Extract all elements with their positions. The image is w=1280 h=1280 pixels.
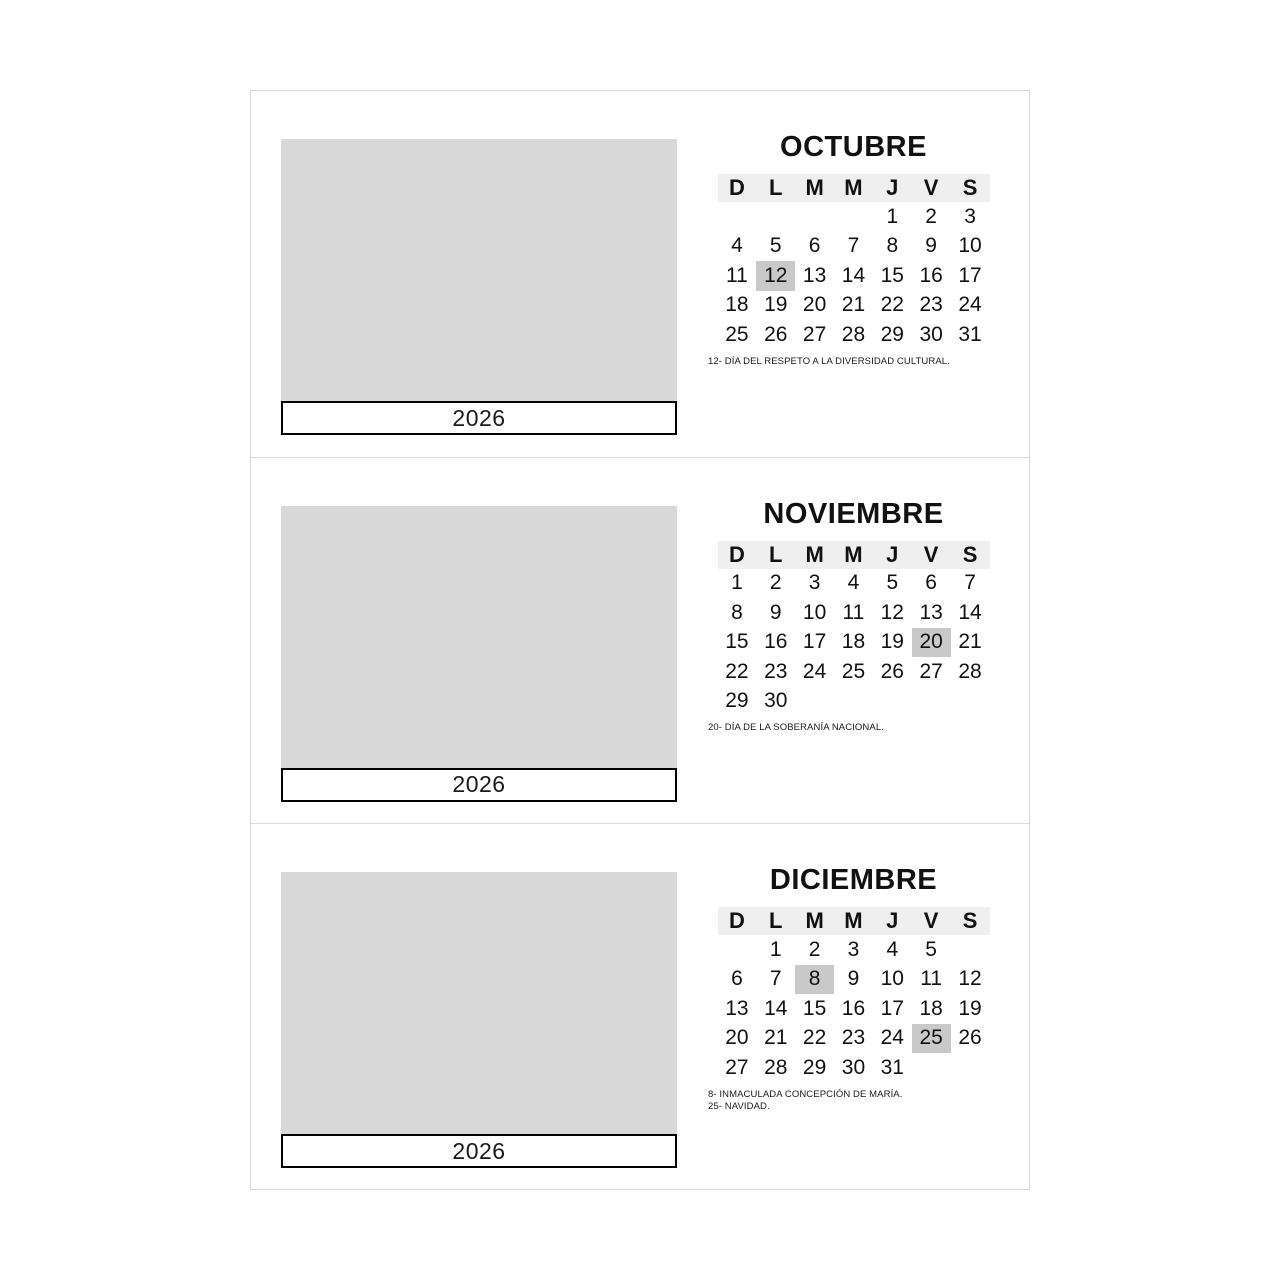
day-cell: 23 [841, 1026, 866, 1050]
weekday-header: S [951, 907, 990, 935]
day-cell: 7 [769, 967, 782, 991]
week-row [718, 1024, 990, 1054]
day-cell: 11 [920, 967, 943, 991]
month-grid [718, 174, 990, 350]
weekday-header-row [718, 541, 990, 569]
year-label: 2026 [452, 1137, 506, 1164]
day-cell: 15 [802, 996, 827, 1020]
weekday-header: M [834, 907, 873, 935]
day-cell: 26 [764, 322, 788, 346]
day-cell: 27 [725, 1055, 749, 1079]
weekday-header: L [756, 541, 795, 569]
day-cell: 3 [964, 204, 976, 228]
day-cell: 14 [764, 996, 788, 1020]
day-cell [873, 687, 912, 717]
day-cell: 11 [726, 263, 748, 287]
day-cell: 2 [769, 571, 782, 595]
day-cell: 19 [958, 996, 982, 1020]
day-cell: 29 [802, 1055, 827, 1079]
week-row [718, 965, 990, 995]
day-cell: 9 [925, 234, 937, 258]
weekday-header: L [756, 907, 795, 935]
day-cell: 15 [880, 263, 904, 287]
day-cell: 24 [880, 1026, 904, 1050]
weekday-header: M [795, 541, 834, 569]
day-cell: 1 [886, 204, 899, 228]
day-cell: 28 [764, 1055, 788, 1079]
day-cell: 19 [880, 630, 904, 654]
holiday-note: 12- DÍA DEL RESPETO A LA DIVERSIDAD CULTURAL. [708, 355, 950, 367]
day-cell: 3 [847, 937, 860, 961]
week-row [718, 291, 990, 321]
weekday-header: L [756, 174, 795, 202]
day-cell [912, 687, 951, 717]
weekday-header: D [718, 541, 757, 569]
day-cell: 6 [925, 571, 937, 595]
day-cell-holiday: 8 [795, 965, 834, 995]
day-cell: 21 [764, 1026, 788, 1050]
holiday-notes [708, 722, 1001, 734]
day-cell: 29 [880, 322, 904, 346]
month-panel-octubre [251, 91, 1029, 458]
day-cell: 27 [919, 659, 943, 683]
day-cell: 4 [886, 937, 899, 961]
day-cell [718, 202, 757, 232]
weekday-header: J [873, 907, 912, 935]
day-cell: 24 [802, 659, 827, 683]
day-cell: 7 [847, 234, 860, 258]
month-panel-noviembre [251, 458, 1029, 825]
day-cell: 30 [764, 689, 788, 713]
month-grid [718, 907, 990, 1083]
day-cell: 28 [958, 659, 982, 683]
weekday-header-row [718, 174, 990, 202]
day-cell: 9 [769, 600, 782, 624]
weekday-header: M [795, 174, 834, 202]
weekday-header: M [795, 907, 834, 935]
weekday-header: M [834, 174, 873, 202]
holiday-note: 8- INMACULADA CONCEPCIÓN DE MARÍA. [708, 1088, 903, 1100]
day-cell: 18 [919, 996, 943, 1020]
day-cell: 16 [764, 630, 788, 654]
day-cell-holiday: 25 [912, 1024, 951, 1054]
weekday-header-row [718, 907, 990, 935]
day-cell: 7 [964, 571, 976, 595]
day-cell: 8 [886, 234, 899, 258]
day-cell: 14 [958, 600, 982, 624]
weekday-header: J [873, 174, 912, 202]
calendar-block [706, 497, 1001, 734]
day-cell: 26 [958, 1026, 982, 1050]
day-cell: 9 [847, 967, 860, 991]
week-row [718, 1053, 990, 1083]
day-cell: 18 [725, 293, 749, 317]
month-grid [718, 541, 990, 717]
day-cell: 24 [958, 293, 982, 317]
year-label: 2026 [452, 771, 506, 798]
day-cell [834, 202, 873, 232]
week-row [718, 935, 990, 965]
holiday-note: 25- NAVIDAD. [708, 1100, 770, 1112]
weekday-header: V [912, 541, 951, 569]
weekday-header: D [718, 907, 757, 935]
day-cell [951, 935, 990, 965]
calendar-block [706, 866, 1001, 1112]
day-cell: 13 [802, 263, 827, 287]
month-panel-diciembre [251, 824, 1029, 1191]
week-row [718, 657, 990, 687]
year-box [281, 768, 677, 802]
day-cell: 22 [802, 1026, 827, 1050]
weekday-header: J [873, 541, 912, 569]
day-cell [951, 687, 990, 717]
day-cell: 25 [841, 659, 866, 683]
day-cell: 14 [841, 263, 866, 287]
day-cell: 30 [841, 1055, 866, 1079]
day-cell: 12 [958, 967, 982, 991]
day-cell: 6 [808, 234, 821, 258]
year-box [281, 1134, 677, 1168]
day-cell: 5 [886, 571, 899, 595]
day-cell: 29 [725, 689, 749, 713]
photo-placeholder [281, 139, 677, 401]
day-cell [795, 687, 834, 717]
day-cell: 8 [731, 600, 743, 624]
photo-placeholder [281, 872, 677, 1134]
week-row [718, 261, 990, 291]
day-cell [756, 202, 795, 232]
day-cell: 1 [731, 571, 743, 595]
day-cell: 11 [842, 600, 865, 624]
week-row [718, 628, 990, 658]
day-cell: 1 [769, 937, 782, 961]
week-row [718, 232, 990, 262]
day-cell: 21 [841, 293, 866, 317]
calendar-sheet [250, 90, 1030, 1190]
day-cell [912, 1053, 951, 1083]
holiday-note: 20- DÍA DE LA SOBERANÍA NACIONAL. [708, 722, 884, 734]
day-cell: 16 [919, 263, 943, 287]
day-cell: 31 [958, 322, 982, 346]
weekday-header: S [951, 541, 990, 569]
month-title: OCTUBRE [780, 131, 927, 163]
day-cell: 18 [841, 630, 866, 654]
day-cell: 4 [847, 571, 860, 595]
weekday-header: S [951, 174, 990, 202]
day-cell: 5 [769, 234, 782, 258]
holiday-notes [708, 356, 1001, 368]
day-cell-holiday: 20 [912, 628, 951, 658]
day-cell: 10 [802, 600, 827, 624]
day-cell: 17 [958, 263, 982, 287]
day-cell: 27 [802, 322, 827, 346]
day-cell: 2 [808, 937, 821, 961]
day-cell [951, 1053, 990, 1083]
day-cell: 13 [919, 600, 943, 624]
day-cell: 26 [880, 659, 904, 683]
week-row [718, 994, 990, 1024]
calendar-block [706, 133, 1001, 367]
day-cell: 25 [725, 322, 749, 346]
day-cell: 17 [802, 630, 827, 654]
day-cell: 15 [725, 630, 749, 654]
day-cell: 30 [919, 322, 943, 346]
day-cell: 23 [919, 293, 943, 317]
day-cell: 28 [841, 322, 866, 346]
day-cell: 21 [958, 630, 982, 654]
day-cell: 16 [841, 996, 866, 1020]
day-cell: 17 [880, 996, 904, 1020]
weekday-header: D [718, 174, 757, 202]
day-cell: 6 [731, 967, 743, 991]
day-cell-holiday: 12 [756, 261, 795, 291]
day-cell: 5 [925, 937, 937, 961]
holiday-notes [708, 1089, 1001, 1113]
day-cell: 22 [880, 293, 904, 317]
day-cell: 23 [764, 659, 788, 683]
day-cell [718, 935, 757, 965]
week-row [718, 687, 990, 717]
day-cell: 20 [802, 293, 827, 317]
day-cell: 19 [764, 293, 788, 317]
weekday-header: M [834, 541, 873, 569]
month-title: NOVIEMBRE [763, 497, 944, 530]
week-row [718, 569, 990, 599]
day-cell: 13 [725, 996, 749, 1020]
day-cell [834, 687, 873, 717]
weekday-header: V [912, 174, 951, 202]
day-cell: 2 [925, 204, 937, 228]
week-row [718, 202, 990, 232]
day-cell: 31 [880, 1055, 904, 1079]
day-cell: 22 [725, 659, 749, 683]
week-row [718, 598, 990, 628]
day-cell: 4 [731, 234, 743, 258]
month-title: DICIEMBRE [769, 864, 938, 897]
day-cell: 12 [880, 600, 904, 624]
day-cell: 10 [880, 967, 904, 991]
week-row [718, 320, 990, 350]
day-cell [795, 202, 834, 232]
year-label: 2026 [452, 404, 506, 431]
year-box [281, 401, 677, 435]
day-cell: 10 [958, 234, 982, 258]
photo-placeholder [281, 506, 677, 768]
day-cell: 20 [725, 1026, 749, 1050]
day-cell: 3 [808, 571, 821, 595]
weekday-header: V [912, 907, 951, 935]
